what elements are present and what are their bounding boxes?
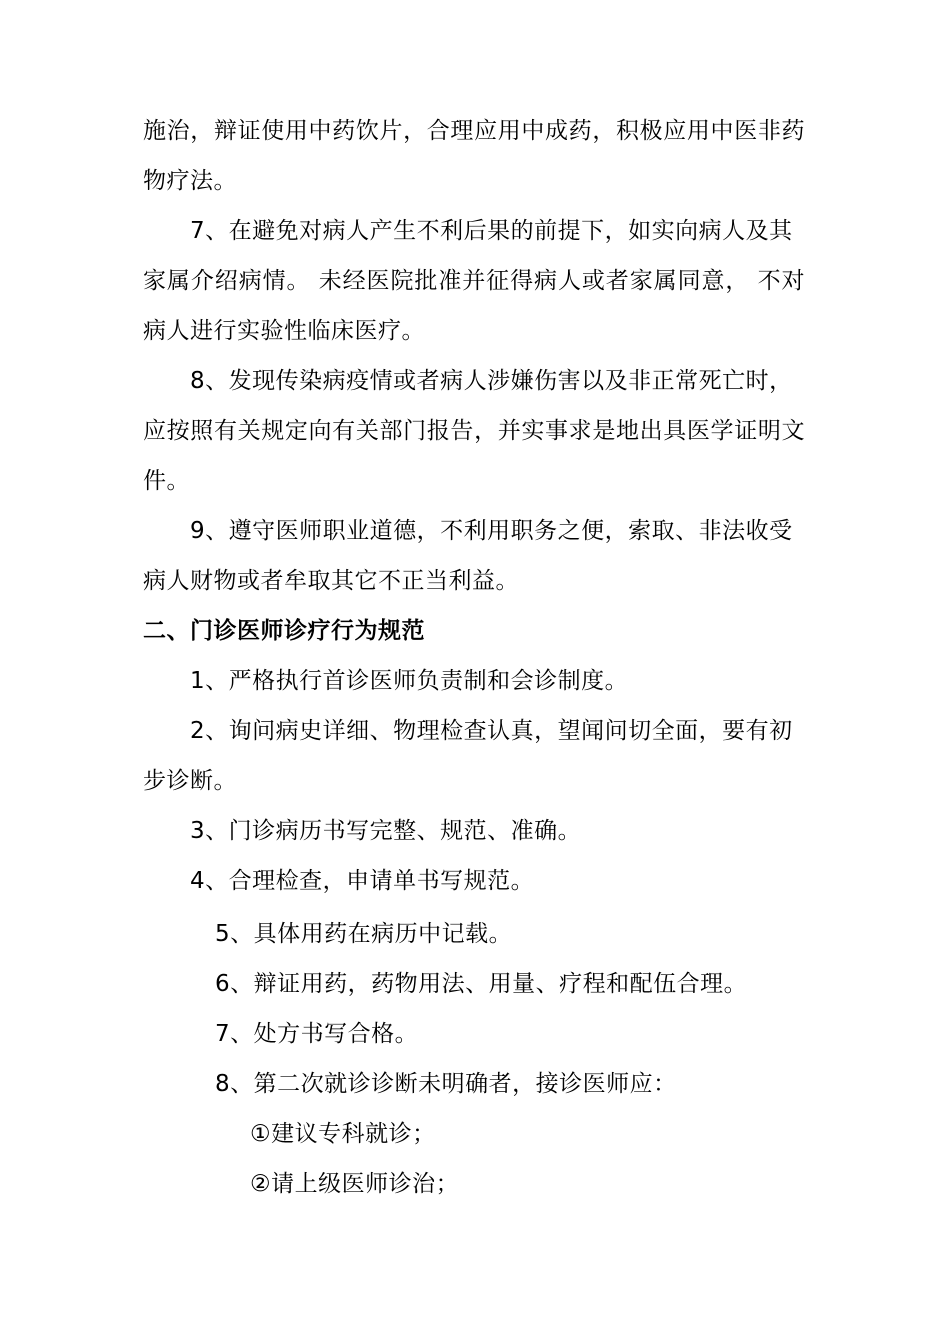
paragraph-line: 应按照有关规定向有关部门报告，并实事求是地出具医学证明文 [143,418,805,444]
paragraph-line: 步诊断。 [143,768,237,794]
paragraph-line: 病人进行实验性临床医疗。 [143,318,425,344]
section-heading: 二、门诊医师诊疗行为规范 [143,618,425,644]
list-item-8b: 8、第二次就诊诊断未明确者，接诊医师应： [215,1071,677,1097]
paragraph-line: 施治，辩证使用中药饮片，合理应用中成药，积极应用中医非药 [143,118,805,144]
list-item-1: 1、严格执行首诊医师负责制和会诊制度。 [190,668,629,694]
paragraph-line: 家属介绍病情。 未经医院批准并征得病人或者家属同意， 不对 [143,268,805,294]
list-item-7: 7、在避免对病人产生不利后果的前提下，如实向病人及其 [190,218,793,244]
list-item-7b: 7、处方书写合格。 [215,1021,419,1047]
list-item-2: 2、询问病史详细、物理检查认真，望闻问切全面，要有初 [190,718,793,744]
list-item-4: 4、合理检查，申请单书写规范。 [190,868,535,894]
list-item-9: 9、遵守医师职业道德，不利用职务之便，索取、非法收受 [190,518,793,544]
list-item-5: 5、具体用药在病历中记载。 [215,921,513,947]
paragraph-line: 病人财物或者牟取其它不正当利益。 [143,568,519,594]
paragraph-line: 物疗法。 [143,168,237,194]
list-item-3: 3、门诊病历书写完整、规范、准确。 [190,818,582,844]
paragraph-line: 件。 [143,468,190,494]
list-item-8: 8、发现传染病疫情或者病人涉嫌伤害以及非正常死亡时， [190,368,793,394]
sub-item-2: ②请上级医师诊治； [250,1171,460,1197]
sub-item-1: ①建议专科就诊； [250,1121,436,1147]
list-item-6: 6、辩证用药，药物用法、用量、疗程和配伍合理。 [215,971,748,997]
